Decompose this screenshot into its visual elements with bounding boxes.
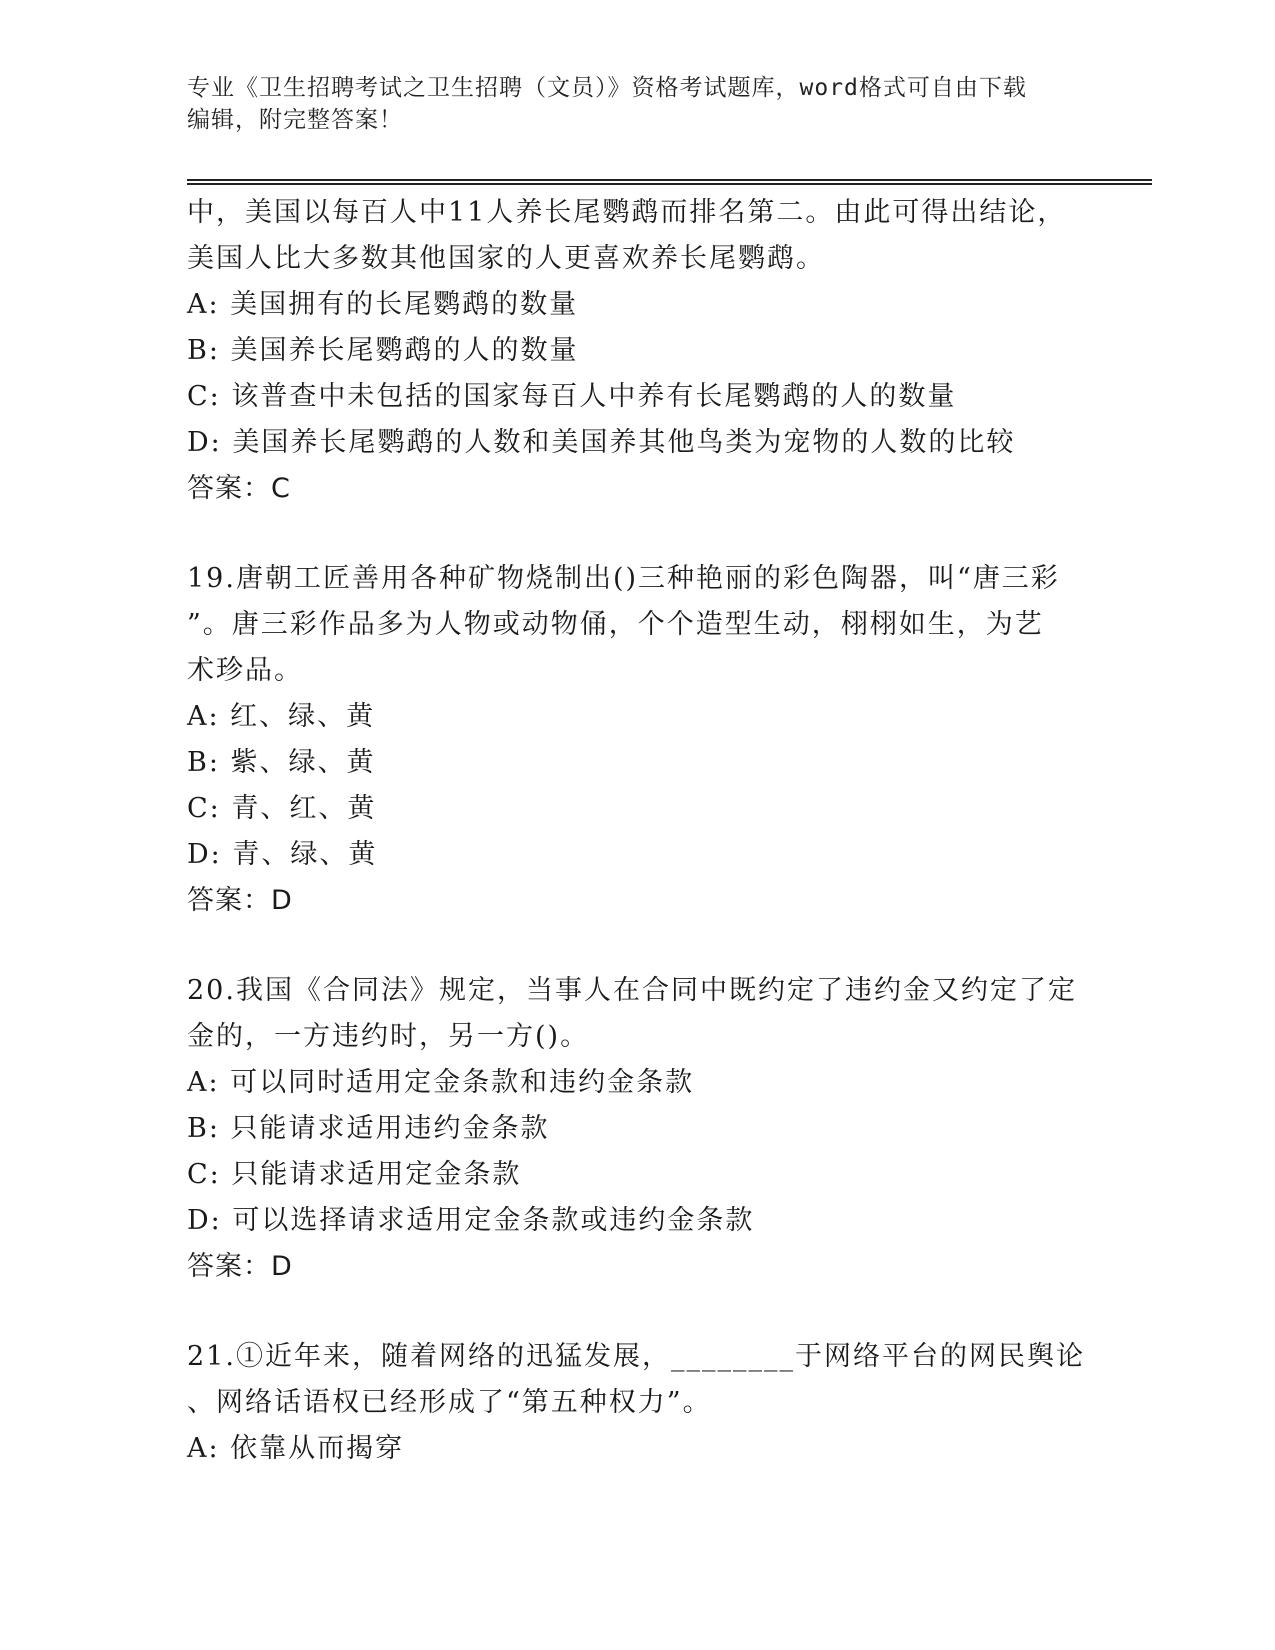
- option-b: B: 美国养长尾鹦鹉的人的数量: [187, 335, 579, 366]
- option-d: D: 美国养长尾鹦鹉的人数和美国养其他鸟类为宠物的人数的比较: [187, 427, 1016, 458]
- option-a: A: 美国拥有的长尾鹦鹉的数量: [187, 289, 579, 320]
- option-c: C: 青、红、黄: [187, 793, 377, 824]
- question-20: [187, 968, 1087, 1290]
- question-19: [187, 556, 1087, 924]
- option-d: D: 可以选择请求适用定金条款或违约金条款: [187, 1205, 755, 1236]
- question-stem-line: 术珍品。: [187, 655, 303, 686]
- question-18: [187, 190, 1087, 512]
- option-a: A: 可以同时适用定金条款和违约金条款: [187, 1067, 695, 1098]
- answer-line: 答案：D: [187, 885, 293, 916]
- question-stem-line: 金的，一方违约时，另一方()。: [187, 1021, 590, 1052]
- option-b: B: 只能请求适用违约金条款: [187, 1113, 550, 1144]
- answer-line: 答案：D: [187, 1251, 293, 1282]
- question-content: [187, 190, 1087, 1472]
- option-a: A: 红、绿、黄: [187, 701, 376, 732]
- document-header: [187, 72, 1087, 136]
- option-a: A: 依靠从而揭穿: [187, 1433, 405, 1464]
- option-c: C: 该普查中未包括的国家每百人中养有长尾鹦鹉的人的数量: [187, 381, 957, 412]
- header-line-1: 专业《卫生招聘考试之卫生招聘（文员）》资格考试题库，word格式可自由下载: [187, 75, 1027, 101]
- question-stem-line: 中，美国以每百人中11人养长尾鹦鹉而排名第二。由此可得出结论，: [187, 197, 1067, 228]
- question-stem-line: 19.唐朝工匠善用各种矿物烧制出()三种艳丽的彩色陶器，叫“唐三彩: [187, 563, 1060, 594]
- header-line-2: 编辑，附完整答案！: [187, 107, 403, 133]
- question-stem-line: 21.①近年来，随着网络的迅猛发展，________于网络平台的网民舆论: [187, 1341, 1085, 1372]
- question-stem-line: 20.我国《合同法》规定，当事人在合同中既约定了违约金又约定了定: [187, 975, 1077, 1006]
- question-stem-line: 美国人比大多数其他国家的人更喜欢养长尾鹦鹉。: [187, 243, 825, 274]
- question-stem-line: 、网络话语权已经形成了“第五种权力”。: [187, 1387, 712, 1418]
- question-stem-line: ”。唐三彩作品多为人物或动物俑，个个造型生动，栩栩如生，为艺: [187, 609, 1044, 640]
- question-21: [187, 1334, 1087, 1472]
- header-divider-bottom: [187, 183, 1152, 185]
- header-divider-top: [187, 179, 1152, 181]
- option-b: B: 紫、绿、黄: [187, 747, 376, 778]
- option-c: C: 只能请求适用定金条款: [187, 1159, 522, 1190]
- option-d: D: 青、绿、黄: [187, 839, 378, 870]
- answer-line: 答案：C: [187, 473, 291, 504]
